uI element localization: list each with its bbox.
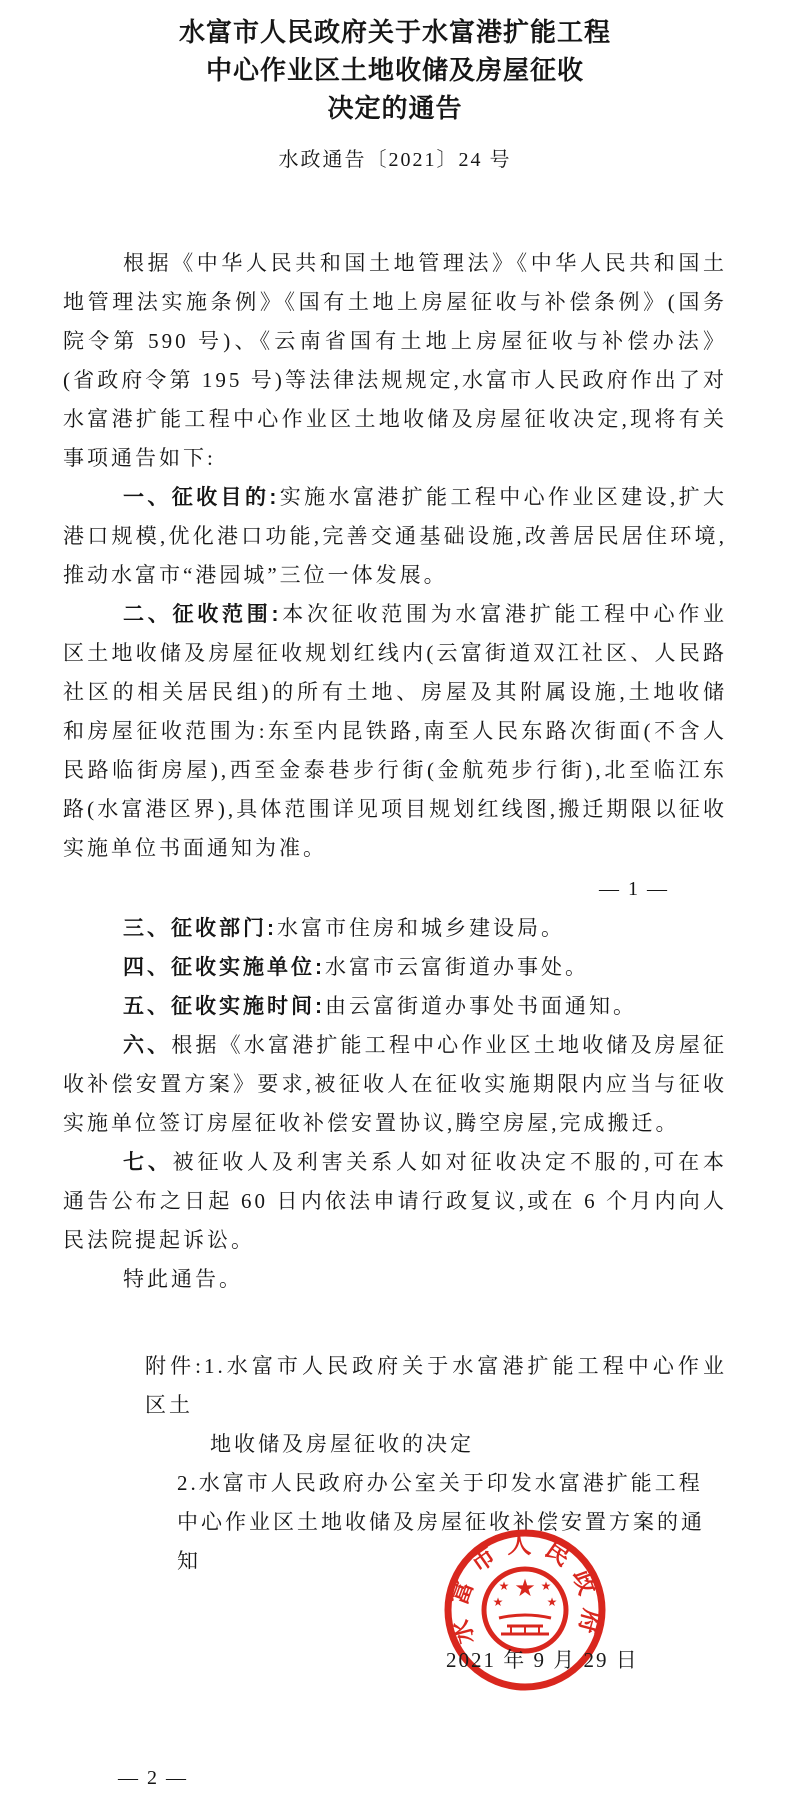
star-icon: ★ [540, 1579, 552, 1593]
section-4-label: 四、征收实施单位: [123, 956, 325, 979]
title-line-3: 决定的通告 [327, 94, 463, 123]
attachment-line-1: 附件:1.水富市人民政府关于水富港扩能工程中心作业区土 [145, 1354, 727, 1417]
star-icon: ★ [514, 1576, 536, 1602]
national-emblem-icon [484, 1569, 566, 1651]
document-number: 水政通告〔2021〕24 号 [278, 149, 512, 171]
attachment-line-4: 中心作业区土地收储及房屋征收补偿安置方案的通 [177, 1510, 705, 1534]
gate-icon [499, 1615, 551, 1634]
star-icon: ★ [546, 1595, 558, 1609]
title-line-2: 中心作业区土地收储及房屋征收 [205, 56, 584, 85]
star-icon: ★ [492, 1595, 504, 1609]
document-title [63, 14, 727, 128]
intro-paragraph: 根据《中华人民共和国土地管理法》《中华人民共和国土地管理法实施条例》《国有土地上房屋征收与补偿条例》(国务院令第 590 号)、《云南省国有土地上房屋征收与补偿办法》(省政府令第 195 号)等法律法规规定,水富市人民政府作出了对水富港扩能工程中心作业区土地收储及房屋征收决定,现将有关事项通告如下: [63, 251, 727, 470]
section-6-text: 根据《水富港扩能工程中心作业区土地收储及房屋征收补偿安置方案》要求,被征收人在征收实施期限内应当与征收实施单位签订房屋征收补偿安置协议,腾空房屋,完成搬迁。 [63, 1033, 728, 1135]
section-1-text: 实施水富港扩能工程中心作业区建设,扩大港口规模,优化港口功能,完善交通基础设施,改善居民居住环境,推动水富市“港园城”三位一体发展。 [63, 485, 728, 587]
page-number-2: — 2 — [118, 1767, 188, 1789]
section-2-scope [63, 595, 727, 868]
section-4-text: 水富市云富街道办事处。 [325, 955, 589, 979]
section-3-department [63, 909, 727, 948]
attachment-line-5: 知 [177, 1549, 201, 1573]
section-7-text: 被征收人及利害关系人如对征收决定不服的,可在本通告公布之日起 60 日内依法申请行政复议,或在 6 个月内向人民法院提起诉讼。 [63, 1150, 728, 1252]
attachment-line-2: 地收储及房屋征收的决定 [210, 1432, 474, 1456]
section-2-label: 二、征收范围: [123, 603, 282, 626]
section-1-label: 一、征收目的: [123, 486, 280, 509]
section-7-label: 七、 [123, 1151, 173, 1174]
section-1-purpose [63, 478, 727, 595]
attachments-block [63, 1347, 727, 1581]
section-3-label: 三、征收部门: [123, 917, 277, 940]
title-line-1: 水富市人民政府关于水富港扩能工程 [178, 18, 611, 47]
section-4-implementing-unit [63, 948, 727, 987]
section-5-implementation-time [63, 987, 727, 1026]
page-number-1: — 1 — [599, 878, 669, 900]
section-3-text: 水富市住房和城乡建设局。 [277, 916, 565, 940]
closing-line: 特此通告。 [123, 1267, 243, 1291]
attachment-line-3: 2.水富市人民政府办公室关于印发水富港扩能工程 [177, 1471, 703, 1495]
section-6-label: 六、 [123, 1034, 172, 1057]
document-body [63, 244, 727, 1581]
section-2-text: 本次征收范围为水富港扩能工程中心作业区土地收储及房屋征收规划红线内(云富街道双江社区、人民路社区的相关居民组)的所有土地、房屋及其附属设施,土地收储和房屋征收范围为:东至内昆铁路,南至人民东路次街面(不含人民路临街房屋),西至金泰巷步行街(金航苑步行街),北至临江东路(水富港区界),具体范围详见项目规划红线图,搬迁期限以征收实施单位书面通知为准。 [63, 602, 727, 860]
section-6-agreement [63, 1026, 727, 1143]
star-icon: ★ [498, 1579, 510, 1593]
section-7-remedies [63, 1143, 727, 1260]
signature-date: 2021 年 9 月 29 日 [446, 1648, 639, 1672]
section-5-text: 由云富街道办事处书面通知。 [325, 994, 637, 1018]
section-5-label: 五、征收实施时间: [123, 995, 325, 1018]
seal-ring-text: 水富市人民政府 [445, 1532, 605, 1647]
